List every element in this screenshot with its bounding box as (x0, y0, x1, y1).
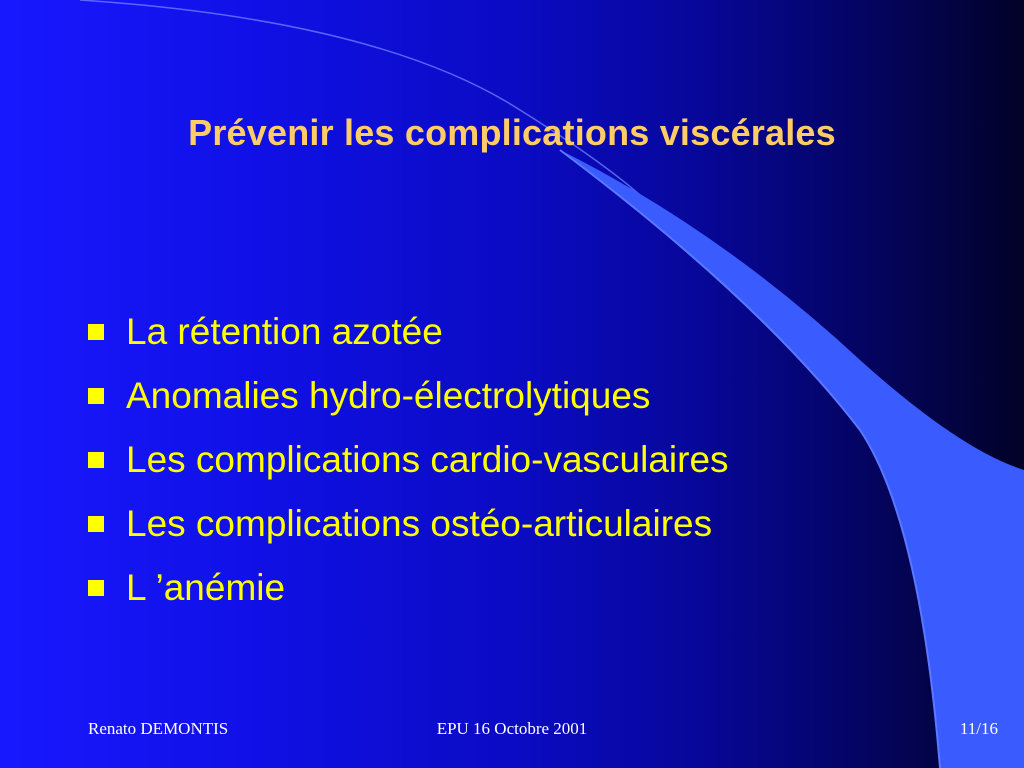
bullet-text: La rétention azotée (126, 311, 443, 352)
swoosh-thin-arc (80, 0, 640, 195)
bullet-text: Anomalies hydro-électrolytiques (126, 375, 651, 416)
bullet-item (88, 556, 729, 620)
slide-title: Prévenir les complications viscérales (188, 112, 836, 153)
bullet-item (88, 428, 729, 492)
bullet-text: Les complications cardio-vasculaires (126, 439, 729, 480)
bullet-list (88, 300, 729, 620)
square-bullet-icon (88, 516, 104, 532)
bullet-item (88, 492, 729, 556)
bullet-item (88, 364, 729, 428)
footer-author: Renato DEMONTIS (88, 719, 229, 738)
footer-page-number: 11/16 (959, 719, 998, 738)
bullet-text: Les complications ostéo-articulaires (126, 503, 713, 544)
square-bullet-icon (88, 388, 104, 404)
bullet-text: L ’anémie (126, 567, 286, 608)
square-bullet-icon (88, 580, 104, 596)
square-bullet-icon (88, 324, 104, 340)
footer-event: EPU 16 Octobre 2001 (436, 719, 588, 738)
bullet-item (88, 300, 729, 364)
square-bullet-icon (88, 452, 104, 468)
